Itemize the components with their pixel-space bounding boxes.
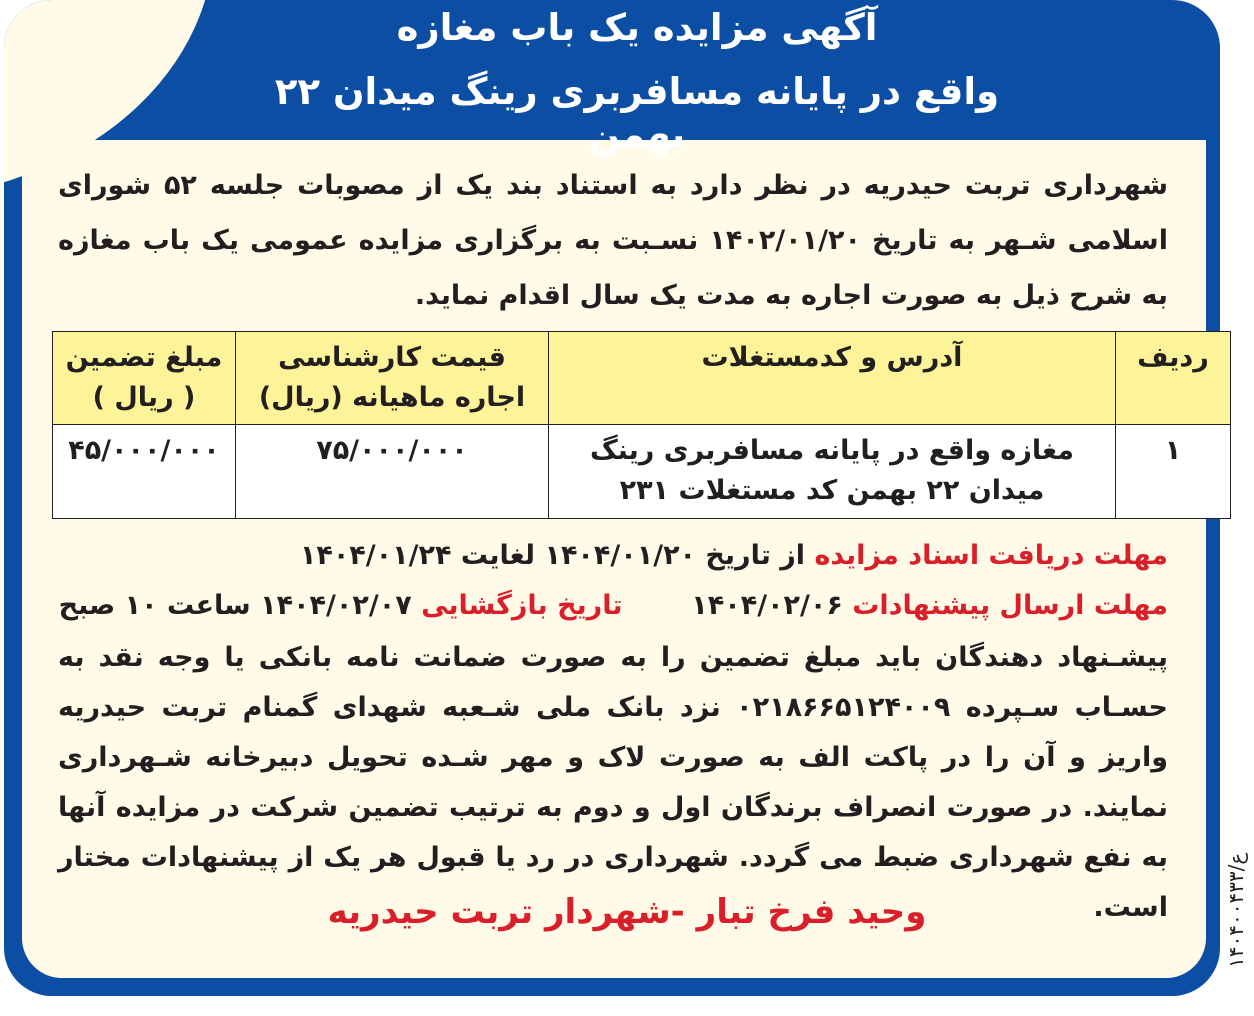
docs-deadline-line [300, 540, 1168, 571]
mayor-signature: وحید فرخ تبار -شهردار تربت حیدریه [327, 892, 927, 932]
cell-deposit: ۴۵/۰۰۰/۰۰۰ [53, 425, 236, 519]
cell-row-number: ۱ [1116, 425, 1231, 519]
ad-title-line2: واقع در پایانه مسافربری رینگ میدان ۲۲ بهمن [274, 70, 1000, 156]
header-address: آدرس و کدمستغلات [549, 332, 1116, 425]
cell-rent: ۷۵/۰۰۰/۰۰۰ [236, 425, 549, 519]
table-row [53, 425, 1231, 519]
proposal-deadline-label: مهلت ارسال پیشنهادات [852, 590, 1168, 621]
header-deposit: مبلغ تضمین ( ریال ) [53, 332, 236, 425]
ad-reference-code: ع/۱۴۰۴۰۰۴۳۳ [1224, 852, 1248, 968]
proposal-deadline-line [59, 590, 1168, 621]
ad-title-line1: آگهی مزایده یک باب مغازه [396, 6, 878, 49]
auction-table [52, 331, 1231, 519]
conditions-paragraph: پیشـنهاد دهندگان باید مبلغ تضمین را به صورت ضمانت نامه بانکی یا وجه نقد به حسـاب سـپرده ۰۲۱۸۶۶۵۱۲۴۰۰۹ نزد بانک ملی شـعبه شهدای گمنام تربت حیدریه واریز و آن را در پاکت الف به صورت لاک و مهر شـده تحویل دبیرخانه شـهرداری نمایند. در صورت انصراف برندگان اول و دوم به ترتیب تضمین شرکت در مزایده آنها به نفع شهرداری ضبط می گردد. شهرداری در رد یا قبول هر یک از پیشنهادات مختار است. [58, 642, 1169, 923]
docs-deadline-label: مهلت دریافت اسناد مزایده [814, 540, 1168, 571]
intro-paragraph: شهرداری تربت حیدریه در نظر دارد به استناد بند یک از مصوبات جلسه ۵۲ شورای اسلامی شـهر به تاریخ ۱۴۰۲/۰۱/۲۰ نسـبت به برگزاری مزایده عمومی یک باب مغازه به شرح ذیل به صورت اجاره به مدت یک سال اقدام نماید. [58, 170, 1168, 311]
proposal-deadline-value: ۱۴۰۴/۰۲/۰۶ [691, 590, 843, 621]
table-header-row [53, 332, 1231, 425]
header-rent: قیمت کارشناسی اجاره ماهیانه (ریال) [236, 332, 549, 425]
docs-deadline-value: از تاریخ ۱۴۰۴/۰۱/۲۰ لغایت ۱۴۰۴/۰۱/۲۴ [299, 540, 806, 571]
opening-date-label: تاریخ بازگشایی [421, 590, 623, 621]
header-row-number: ردیف [1116, 332, 1231, 425]
opening-date-value: ۱۴۰۴/۰۲/۰۷ ساعت ۱۰ صبح [58, 590, 412, 621]
cell-address: مغازه واقع در پایانه مسافربری رینگ میدان ۲۲ بهمن کد مستغلات ۲۳۱ [549, 425, 1116, 519]
